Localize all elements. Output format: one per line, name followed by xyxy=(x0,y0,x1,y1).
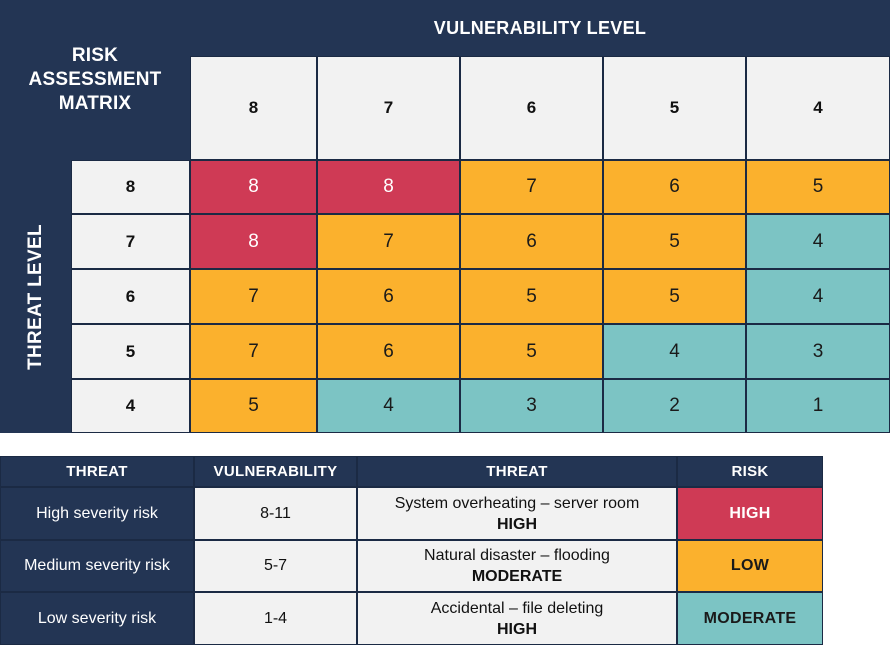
legend-header-threat-desc: THREAT xyxy=(357,456,677,487)
risk-cell-medium: 5 xyxy=(460,269,603,324)
threat-row-header: 6 xyxy=(71,269,190,324)
threat-description: Accidental – file deleting xyxy=(430,599,604,617)
legend-header-threat: THREAT xyxy=(0,456,194,487)
legend-threat-cell: Medium severity risk xyxy=(0,540,194,592)
legend-risk-cell-medium: LOW xyxy=(677,540,823,592)
risk-cell-low: 1 xyxy=(746,379,890,433)
threat-level-label: MODERATE xyxy=(471,568,563,585)
risk-cell-medium: 6 xyxy=(460,214,603,269)
risk-cell-high: 8 xyxy=(190,214,317,269)
risk-cell-high: 8 xyxy=(317,160,460,214)
legend-vulnerability-cell: 8-11 xyxy=(194,487,357,540)
risk-cell-medium: 5 xyxy=(746,160,890,214)
vulnerability-column-header: 4 xyxy=(746,56,890,160)
legend-header-vulnerability: VULNERABILITY xyxy=(194,456,357,487)
risk-cell-high: 8 xyxy=(190,160,317,214)
vulnerability-column-header: 6 xyxy=(460,56,603,160)
threat-row-header: 8 xyxy=(71,160,190,214)
risk-cell-low: 4 xyxy=(746,269,890,324)
risk-cell-low: 3 xyxy=(460,379,603,433)
risk-cell-medium: 5 xyxy=(603,214,746,269)
legend-threat-cell: Low severity risk xyxy=(0,592,194,645)
legend-vulnerability-cell: 1-4 xyxy=(194,592,357,645)
legend-risk-cell-low: MODERATE xyxy=(677,592,823,645)
risk-cell-low: 4 xyxy=(317,379,460,433)
threat-level-label: HIGH xyxy=(497,515,537,533)
threat-row-header: 4 xyxy=(71,379,190,433)
risk-cell-low: 4 xyxy=(603,324,746,379)
risk-cell-medium: 5 xyxy=(460,324,603,379)
threat-description: System overheating – server room xyxy=(394,494,640,512)
vulnerability-level-header: VULNERABILITY LEVEL xyxy=(190,0,890,56)
threat-description: Natural disaster – flooding xyxy=(424,547,610,564)
legend-threat-desc-cell xyxy=(357,487,677,540)
risk-cell-low: 3 xyxy=(746,324,890,379)
matrix-title-line: MATRIX xyxy=(58,93,132,114)
risk-cell-medium: 5 xyxy=(190,379,317,433)
risk-cell-medium: 6 xyxy=(603,160,746,214)
risk-cell-medium: 7 xyxy=(190,269,317,324)
legend-threat-cell: High severity risk xyxy=(0,487,194,540)
threat-level-header-text: THREAT LEVEL xyxy=(24,223,46,370)
legend-vulnerability-cell: 5-7 xyxy=(194,540,357,592)
vulnerability-column-header: 7 xyxy=(317,56,460,160)
threat-level-header xyxy=(0,160,71,433)
matrix-title-line: ASSESSMENT xyxy=(28,69,162,90)
threat-row-header: 7 xyxy=(71,214,190,269)
threat-row-header: 5 xyxy=(71,324,190,379)
matrix-title xyxy=(0,0,190,160)
risk-cell-medium: 7 xyxy=(190,324,317,379)
risk-cell-low: 4 xyxy=(746,214,890,269)
risk-cell-medium: 7 xyxy=(317,214,460,269)
threat-level-label: HIGH xyxy=(497,620,537,638)
risk-cell-low: 2 xyxy=(603,379,746,433)
vulnerability-column-header: 5 xyxy=(603,56,746,160)
risk-cell-medium: 7 xyxy=(460,160,603,214)
risk-cell-medium: 6 xyxy=(317,324,460,379)
risk-cell-medium: 5 xyxy=(603,269,746,324)
legend-risk-cell-high: HIGH xyxy=(677,487,823,540)
legend-threat-desc-cell xyxy=(357,592,677,645)
risk-cell-medium: 6 xyxy=(317,269,460,324)
vulnerability-column-header: 8 xyxy=(190,56,317,160)
matrix-title-line: RISK xyxy=(71,45,119,66)
legend-threat-desc-cell xyxy=(357,540,677,592)
legend-header-risk: RISK xyxy=(677,456,823,487)
